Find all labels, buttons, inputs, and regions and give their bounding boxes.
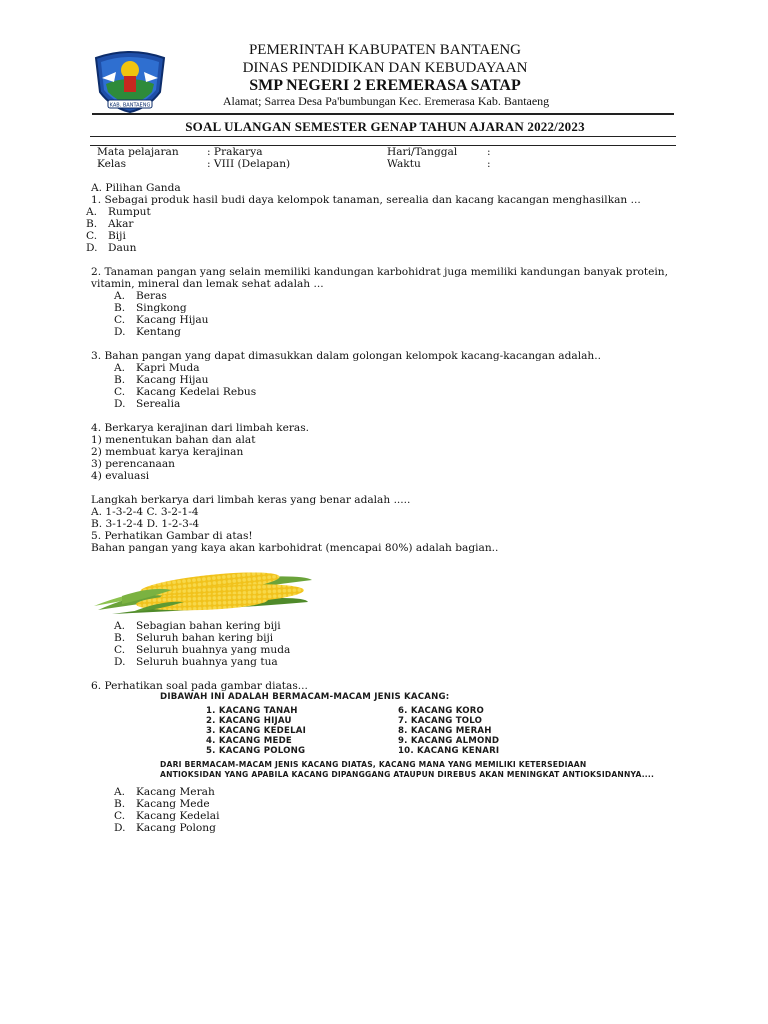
header-line-1: PEMERINTAH KABUPATEN BANTAENG: [248, 42, 522, 58]
corn-image: [92, 556, 314, 616]
question-4-answers-row-2: B. 3-1-2-4 D. 1-2-3-4: [91, 518, 200, 530]
question-2-line-2: vitamin, mineral dan lemak sehat adalah ...: [91, 278, 324, 290]
bean-list-item: 10. KACANG KENARI: [398, 746, 500, 756]
question-4-answers-row-1: A. 1-3-2-4 C. 3-2-1-4: [91, 506, 199, 518]
question-4-prompt: Langkah berkarya dari limbah keras yang benar adalah .....: [91, 494, 411, 506]
regency-logo: [90, 48, 170, 114]
option-text: Akar: [108, 218, 134, 230]
step-item: 2) membuat karya kerajinan: [91, 446, 244, 458]
option-text: Seluruh buahnya yang tua: [136, 656, 278, 668]
day-label: Hari/Tanggal: [387, 146, 458, 158]
option-text: Biji: [108, 230, 126, 242]
option-text: Serealia: [136, 398, 181, 410]
question-6: 6. Perhatikan soal pada gambar diatas...: [91, 680, 308, 692]
option-text: Kacang Kedelai: [136, 810, 220, 822]
option-text: Kacang Hijau: [136, 314, 209, 326]
step-item: 1) menentukan bahan dan alat: [91, 434, 256, 446]
school-address: Alamat; Sarrea Desa Pa'bumbungan Kec. Eremerasa Kab. Bantaeng: [222, 94, 550, 108]
question-3: 3. Bahan pangan yang dapat dimasukkan dalam golongan kelompok kacang-kacangan adalah..: [91, 350, 601, 362]
bean-list-figure: [158, 692, 655, 780]
section-heading: A. Pilihan Ganda: [91, 182, 181, 194]
bean-list-item: 8. KACANG MERAH: [398, 726, 492, 736]
option-letter: A.: [114, 620, 126, 632]
option-letter: B.: [114, 798, 126, 810]
option-letter: A.: [114, 290, 126, 302]
bean-list-item: 2. KACANG HIJAU: [206, 716, 292, 726]
bean-list-item: 5. KACANG POLONG: [206, 746, 306, 756]
question-5-line-1: 5. Perhatikan Gambar di atas!: [91, 530, 253, 542]
bean-list-header: DIBAWAH INI ADALAH BERMACAM-MACAM JENIS KACANG:: [160, 692, 450, 702]
option-text: Rumput: [108, 206, 151, 218]
option-text: Seluruh buahnya yang muda: [136, 644, 291, 656]
option-letter: C.: [114, 314, 126, 326]
class-value: : VIII (Delapan): [207, 158, 291, 170]
option-text: Singkong: [136, 302, 187, 314]
option-text: Kacang Hijau: [136, 374, 209, 386]
time-value: :: [487, 158, 491, 170]
bean-list-footer-1: DARI BERMACAM-MACAM JENIS KACANG DIATAS, KACANG MANA YANG MEMILIKI KETERSEDIAAN: [160, 760, 587, 769]
time-label: Waktu: [387, 158, 421, 170]
subject-label: Mata pelajaran: [97, 146, 179, 158]
option-letter: B.: [114, 632, 126, 644]
option-letter: C.: [114, 644, 126, 656]
option-text: Sebagian bahan kering biji: [136, 620, 281, 632]
option-letter: A.: [114, 362, 126, 374]
question-5-line-2: Bahan pangan yang kaya akan karbohidrat (mencapai 80%) adalah bagian..: [91, 542, 499, 554]
option-letter: C.: [114, 810, 126, 822]
question-4: 4. Berkarya kerajinan dari limbah keras.: [91, 422, 310, 434]
option-text: Kacang Merah: [136, 786, 215, 798]
header-divider-top: [92, 113, 674, 115]
option-letter: B.: [86, 218, 98, 230]
bean-list-item: 4. KACANG MEDE: [206, 736, 292, 746]
bean-list-item: 7. KACANG TOLO: [398, 716, 483, 726]
logo-ribbon-text: KAB. BANTAENG: [109, 102, 151, 109]
school-name: SMP NEGERI 2 EREMERASA SATAP: [249, 77, 521, 94]
option-text: Kentang: [136, 326, 181, 338]
bean-list-item: 6. KACANG KORO: [398, 706, 485, 716]
option-text: Seluruh bahan kering biji: [136, 632, 274, 644]
exam-title: SOAL ULANGAN SEMESTER GENAP TAHUN AJARAN 2022/2023: [185, 119, 585, 134]
subject-value: : Prakarya: [207, 146, 263, 158]
bean-list-item: 1. KACANG TANAH: [206, 706, 298, 716]
step-item: 4) evaluasi: [91, 470, 150, 482]
bean-list-item: 3. KACANG KEDELAI: [206, 726, 306, 736]
option-text: Beras: [136, 290, 167, 302]
option-letter: D.: [114, 398, 126, 410]
step-item: 3) perencanaan: [91, 458, 175, 470]
class-label: Kelas: [97, 158, 127, 170]
option-letter: D.: [114, 326, 126, 338]
option-text: Kapri Muda: [136, 362, 200, 374]
bean-list-item: 9. KACANG ALMOND: [398, 736, 500, 746]
option-letter: C.: [114, 386, 126, 398]
title-divider-1: [90, 136, 676, 137]
option-letter: C.: [86, 230, 98, 242]
bean-list-footer-2: ANTIOKSIDAN YANG APABILA KACANG DIPANGGANG ATAUPUN DIREBUS AKAN MENINGKAT ANTIOKSIDANNYA....: [160, 770, 655, 779]
option-letter: B.: [114, 302, 126, 314]
option-text: Kacang Mede: [136, 798, 210, 810]
option-letter: A.: [86, 206, 98, 218]
option-letter: A.: [114, 786, 126, 798]
option-text: Kacang Kedelai Rebus: [136, 386, 257, 398]
question-1: 1. Sebagai produk hasil budi daya kelompok tanaman, serealia dan kacang kacangan menghasilkan ...: [91, 194, 641, 206]
option-text: Daun: [108, 242, 137, 254]
option-text: Kacang Polong: [136, 822, 216, 834]
question-2-line-1: 2. Tanaman pangan yang selain memiliki kandungan karbohidrat juga memiliki kandungan banyak protein,: [91, 266, 669, 278]
day-value: :: [487, 146, 491, 158]
option-letter: D.: [114, 656, 126, 668]
option-letter: B.: [114, 374, 126, 386]
header-line-2: DINAS PENDIDIKAN DAN KEBUDAYAAN: [242, 60, 528, 76]
option-letter: D.: [86, 242, 98, 254]
option-letter: D.: [114, 822, 126, 834]
